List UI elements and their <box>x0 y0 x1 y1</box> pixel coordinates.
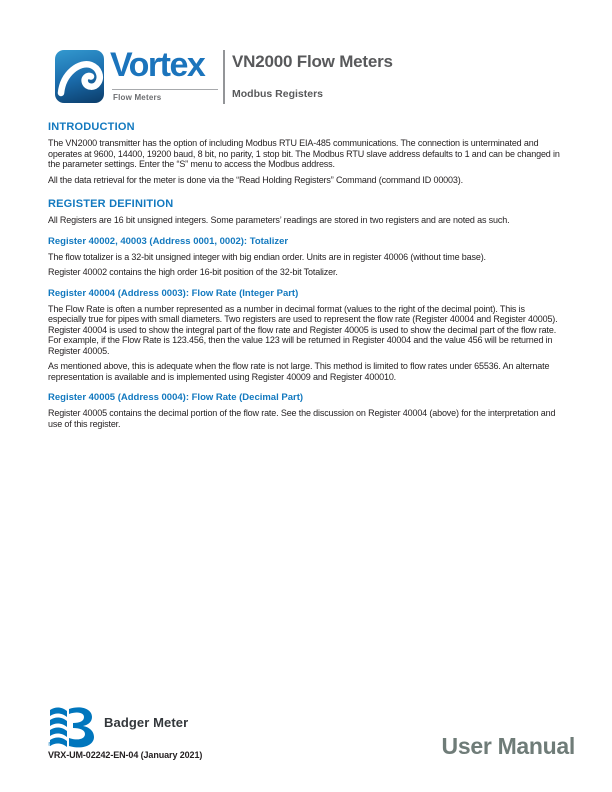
vortex-brand-tagline: Flow Meters <box>113 93 162 102</box>
register-definition-paragraph: All Registers are 16 bit unsigned integers. Some parameters’ readings are stored in two registers and are noted as such. <box>48 215 510 225</box>
register-40005-paragraph-1: Register 40005 contains the decimal portion of the flow rate. See the discussion on Register 40004 (above) for the interpretation and use of this register. <box>48 408 556 429</box>
register-40004-paragraph-2: As mentioned above, this is adequate when the flow rate is not large. This method is limited to flow rates under 65536. An alternate representation is available and is implemented using Register 40009 and Register 400010. <box>48 361 550 382</box>
vortex-brand-name: Vortex <box>110 46 205 84</box>
intro-paragraph-2: All the data retrieval for the meter is done via the “Read Holding Registers” Command (command ID 00003). <box>48 174 463 185</box>
page-title: VN2000 Flow Meters <box>232 52 393 71</box>
subheading-register-40002: Register 40002, 40003 (Address 0001, 0002): Totalizer <box>48 235 289 247</box>
brand-underline <box>112 89 218 90</box>
vortex-logo-icon <box>55 50 104 103</box>
register-40004-paragraph-1: The Flow Rate is often a number represented as a number in decimal format (values to the right of the decimal point). This is especially true for pipes with small diameters. Two registers are used to represent the flow rate (Register 40004 and Register 40005). Register 40004 is used to show the integral part of the flow rate and Register 40005 is used to show the decimal part of the flow rate. For example, if the Flow Rate is 123.456, then the value 123 will be returned in Register 40004 and the value 456 will be returned in Register 40005. <box>48 303 558 356</box>
document-type-label: User Manual <box>441 733 575 759</box>
badger-meter-logo-icon <box>48 703 100 749</box>
registered-trademark: ® <box>48 742 52 748</box>
document-body <box>48 121 564 434</box>
document-number: VRX-UM-02242-EN-04 (January 2021) <box>48 750 203 760</box>
section-heading-introduction: INTRODUCTION <box>48 121 135 133</box>
page-subtitle: Modbus Registers <box>232 88 324 100</box>
section-heading-register-definition: REGISTER DEFINITION <box>48 198 174 210</box>
intro-paragraph-1: The VN2000 transmitter has the option of including Modbus RTU EIA-485 communications. The connection is unterminated and operates at 9600, 14400, 19200 baud, 8 bit, no parity, 1 stop bit. The Modbus RTU slave address defaults to 1 and can be changed in the parameter settings. Enter the “S” menu to access the Modbus address. <box>48 138 560 169</box>
register-40002-paragraph-1: The flow totalizer is a 32-bit unsigned integer with big endian order. Units are in register 40006 (without time base). <box>48 251 486 262</box>
subheading-register-40005: Register 40005 (Address 0004): Flow Rate (Decimal Part) <box>48 392 304 403</box>
header-divider <box>223 50 225 104</box>
badger-meter-brand-name: Badger Meter <box>104 715 189 730</box>
register-40002-paragraph-2: Register 40002 contains the high order 16-bit position of the 32-bit Totalizer. <box>48 267 338 277</box>
wave-swirl-icon <box>55 50 104 103</box>
subheading-register-40004: Register 40004 (Address 0003): Flow Rate (Integer Part) <box>48 287 299 299</box>
